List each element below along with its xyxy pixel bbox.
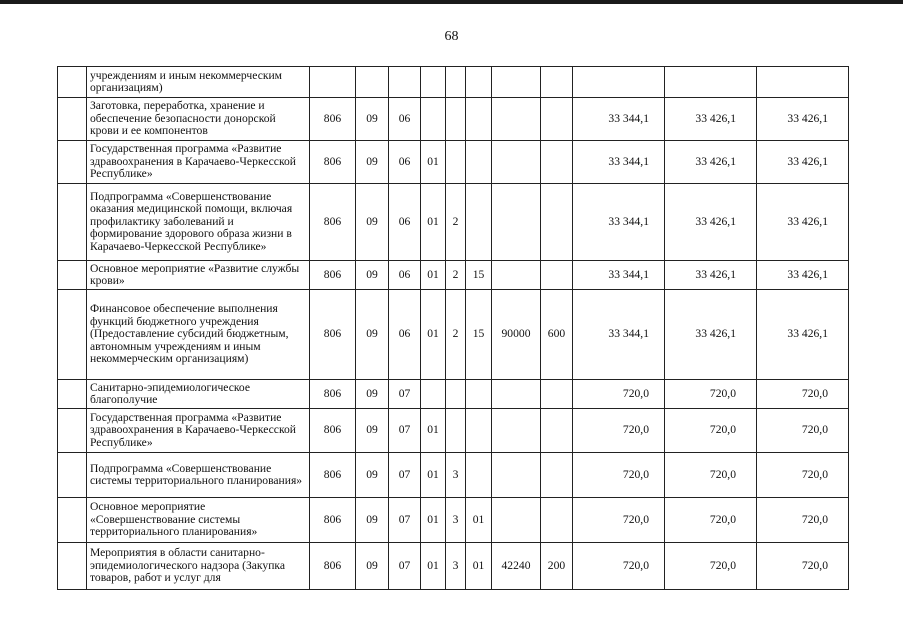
table-row (58, 184, 849, 261)
row-expense-type-code (541, 453, 573, 498)
row-subsection-code: 07 (389, 498, 421, 543)
row-name: Подпрограмма «Совершенствование оказания медицинской помощи, включая профилактику заболеваний и формирование здорового образа жизни в Карачаево-Черкесской Республике» (87, 184, 310, 261)
row-expense-type-code (541, 409, 573, 453)
row-activity-code (466, 409, 492, 453)
row-amount-1: 33 344,1 (573, 141, 665, 184)
row-program-code: 01 (421, 498, 446, 543)
row-amount-2: 33 426,1 (665, 184, 757, 261)
row-amount-3 (757, 67, 849, 98)
row-subsection-code: 07 (389, 543, 421, 590)
table-row (58, 67, 849, 98)
row-activity-code (466, 184, 492, 261)
row-amount-1: 720,0 (573, 380, 665, 409)
row-name: Заготовка, переработка, хранение и обеспечение безопасности донорской крови и ее компонентов (87, 98, 310, 141)
row-blank-cell (58, 98, 87, 141)
row-direction-code (492, 380, 541, 409)
row-direction-code (492, 409, 541, 453)
row-blank-cell (58, 67, 87, 98)
row-subprogram-code: 3 (446, 498, 466, 543)
row-amount-3: 720,0 (757, 453, 849, 498)
row-activity-code (466, 380, 492, 409)
table-row (58, 409, 849, 453)
table-row (58, 453, 849, 498)
table-row (58, 543, 849, 590)
row-blank-cell (58, 380, 87, 409)
row-amount-1: 33 344,1 (573, 290, 665, 380)
row-amount-3: 720,0 (757, 498, 849, 543)
row-activity-code: 15 (466, 261, 492, 290)
row-name: Подпрограмма «Совершенствование системы территориального планирования» (87, 453, 310, 498)
row-program-code: 01 (421, 184, 446, 261)
row-amount-2: 33 426,1 (665, 98, 757, 141)
row-section-code: 09 (356, 141, 389, 184)
row-amount-2: 720,0 (665, 498, 757, 543)
row-expense-type-code (541, 98, 573, 141)
row-name: учреждениям и иным некоммерческим организациям) (87, 67, 310, 98)
row-program-code: 01 (421, 409, 446, 453)
row-ministry-code (310, 67, 356, 98)
row-name: Мероприятия в области санитарно-эпидемиологического надзора (Закупка товаров, работ и услуг для (87, 543, 310, 590)
row-ministry-code: 806 (310, 409, 356, 453)
row-expense-type-code: 600 (541, 290, 573, 380)
row-section-code: 09 (356, 184, 389, 261)
row-subprogram-code (446, 67, 466, 98)
row-activity-code: 01 (466, 543, 492, 590)
row-name: Финансовое обеспечение выполнения функций бюджетного учреждения (Предоставление субсидий бюджетным, автономным учреждениям и иным некоммерческим организациям) (87, 290, 310, 380)
row-subprogram-code: 2 (446, 184, 466, 261)
row-activity-code: 15 (466, 290, 492, 380)
row-direction-code (492, 453, 541, 498)
row-name: Государственная программа «Развитие здравоохранения в Карачаево-Черкесской Республике» (87, 141, 310, 184)
row-amount-2 (665, 67, 757, 98)
row-program-code: 01 (421, 261, 446, 290)
row-amount-1: 720,0 (573, 543, 665, 590)
row-amount-2: 720,0 (665, 380, 757, 409)
row-section-code: 09 (356, 543, 389, 590)
row-expense-type-code (541, 184, 573, 261)
row-section-code: 09 (356, 498, 389, 543)
row-expense-type-code (541, 498, 573, 543)
row-subsection-code: 06 (389, 184, 421, 261)
row-section-code: 09 (356, 290, 389, 380)
row-direction-code: 42240 (492, 543, 541, 590)
row-amount-3: 720,0 (757, 380, 849, 409)
row-blank-cell (58, 290, 87, 380)
row-subsection-code: 06 (389, 141, 421, 184)
row-subsection-code: 06 (389, 98, 421, 141)
row-blank-cell (58, 261, 87, 290)
table-row (58, 261, 849, 290)
row-amount-3: 33 426,1 (757, 261, 849, 290)
row-activity-code (466, 453, 492, 498)
table-row (58, 498, 849, 543)
row-section-code: 09 (356, 98, 389, 141)
row-subprogram-code (446, 380, 466, 409)
row-blank-cell (58, 141, 87, 184)
row-amount-2: 720,0 (665, 409, 757, 453)
row-amount-3: 720,0 (757, 543, 849, 590)
page-number: 68 (444, 29, 459, 44)
row-activity-code (466, 67, 492, 98)
row-amount-1: 33 344,1 (573, 184, 665, 261)
row-subsection-code: 07 (389, 453, 421, 498)
row-activity-code: 01 (466, 498, 492, 543)
row-activity-code (466, 98, 492, 141)
row-direction-code (492, 498, 541, 543)
row-ministry-code: 806 (310, 453, 356, 498)
row-subsection-code: 06 (389, 290, 421, 380)
row-section-code: 09 (356, 261, 389, 290)
row-program-code (421, 67, 446, 98)
row-subprogram-code: 2 (446, 261, 466, 290)
row-amount-1 (573, 67, 665, 98)
row-subprogram-code: 3 (446, 543, 466, 590)
row-name: Основное мероприятие «Развитие службы крови» (87, 261, 310, 290)
row-amount-1: 720,0 (573, 453, 665, 498)
row-program-code (421, 380, 446, 409)
row-ministry-code: 806 (310, 380, 356, 409)
row-blank-cell (58, 409, 87, 453)
row-ministry-code: 806 (310, 498, 356, 543)
row-activity-code (466, 141, 492, 184)
row-amount-1: 33 344,1 (573, 261, 665, 290)
row-program-code (421, 98, 446, 141)
row-amount-1: 33 344,1 (573, 98, 665, 141)
row-subprogram-code: 2 (446, 290, 466, 380)
row-subsection-code: 07 (389, 380, 421, 409)
row-expense-type-code (541, 67, 573, 98)
row-subprogram-code (446, 141, 466, 184)
row-ministry-code: 806 (310, 141, 356, 184)
row-subprogram-code (446, 98, 466, 141)
row-ministry-code: 806 (310, 543, 356, 590)
row-ministry-code: 806 (310, 184, 356, 261)
row-direction-code: 90000 (492, 290, 541, 380)
row-amount-2: 33 426,1 (665, 290, 757, 380)
row-ministry-code: 806 (310, 98, 356, 141)
row-amount-2: 33 426,1 (665, 141, 757, 184)
row-amount-1: 720,0 (573, 409, 665, 453)
row-name: Государственная программа «Развитие здравоохранения в Карачаево-Черкесской Республике» (87, 409, 310, 453)
row-subprogram-code: 3 (446, 453, 466, 498)
row-expense-type-code (541, 141, 573, 184)
row-direction-code (492, 98, 541, 141)
row-blank-cell (58, 543, 87, 590)
row-section-code (356, 67, 389, 98)
row-amount-3: 33 426,1 (757, 98, 849, 141)
row-section-code: 09 (356, 380, 389, 409)
row-subsection-code (389, 67, 421, 98)
row-direction-code (492, 141, 541, 184)
row-blank-cell (58, 184, 87, 261)
row-name: Основное мероприятие «Совершенствование системы территориального планирования» (87, 498, 310, 543)
table-row (58, 141, 849, 184)
table-row (58, 98, 849, 141)
table-row (58, 380, 849, 409)
row-section-code: 09 (356, 409, 389, 453)
row-ministry-code: 806 (310, 261, 356, 290)
row-program-code: 01 (421, 290, 446, 380)
row-expense-type-code: 200 (541, 543, 573, 590)
row-amount-3: 33 426,1 (757, 141, 849, 184)
table-row (58, 290, 849, 380)
row-expense-type-code (541, 380, 573, 409)
row-blank-cell (58, 498, 87, 543)
row-subsection-code: 07 (389, 409, 421, 453)
row-direction-code (492, 184, 541, 261)
row-program-code: 01 (421, 543, 446, 590)
row-name: Санитарно-эпидемиологическое благополучие (87, 380, 310, 409)
row-subsection-code: 06 (389, 261, 421, 290)
row-amount-2: 720,0 (665, 543, 757, 590)
row-amount-1: 720,0 (573, 498, 665, 543)
row-ministry-code: 806 (310, 290, 356, 380)
row-amount-2: 720,0 (665, 453, 757, 498)
row-amount-3: 33 426,1 (757, 184, 849, 261)
row-amount-2: 33 426,1 (665, 261, 757, 290)
page-top-border (0, 0, 903, 4)
row-direction-code (492, 67, 541, 98)
row-section-code: 09 (356, 453, 389, 498)
row-subprogram-code (446, 409, 466, 453)
row-blank-cell (58, 453, 87, 498)
row-amount-3: 720,0 (757, 409, 849, 453)
row-program-code: 01 (421, 141, 446, 184)
row-program-code: 01 (421, 453, 446, 498)
row-direction-code (492, 261, 541, 290)
budget-table (57, 66, 849, 590)
row-expense-type-code (541, 261, 573, 290)
row-amount-3: 33 426,1 (757, 290, 849, 380)
